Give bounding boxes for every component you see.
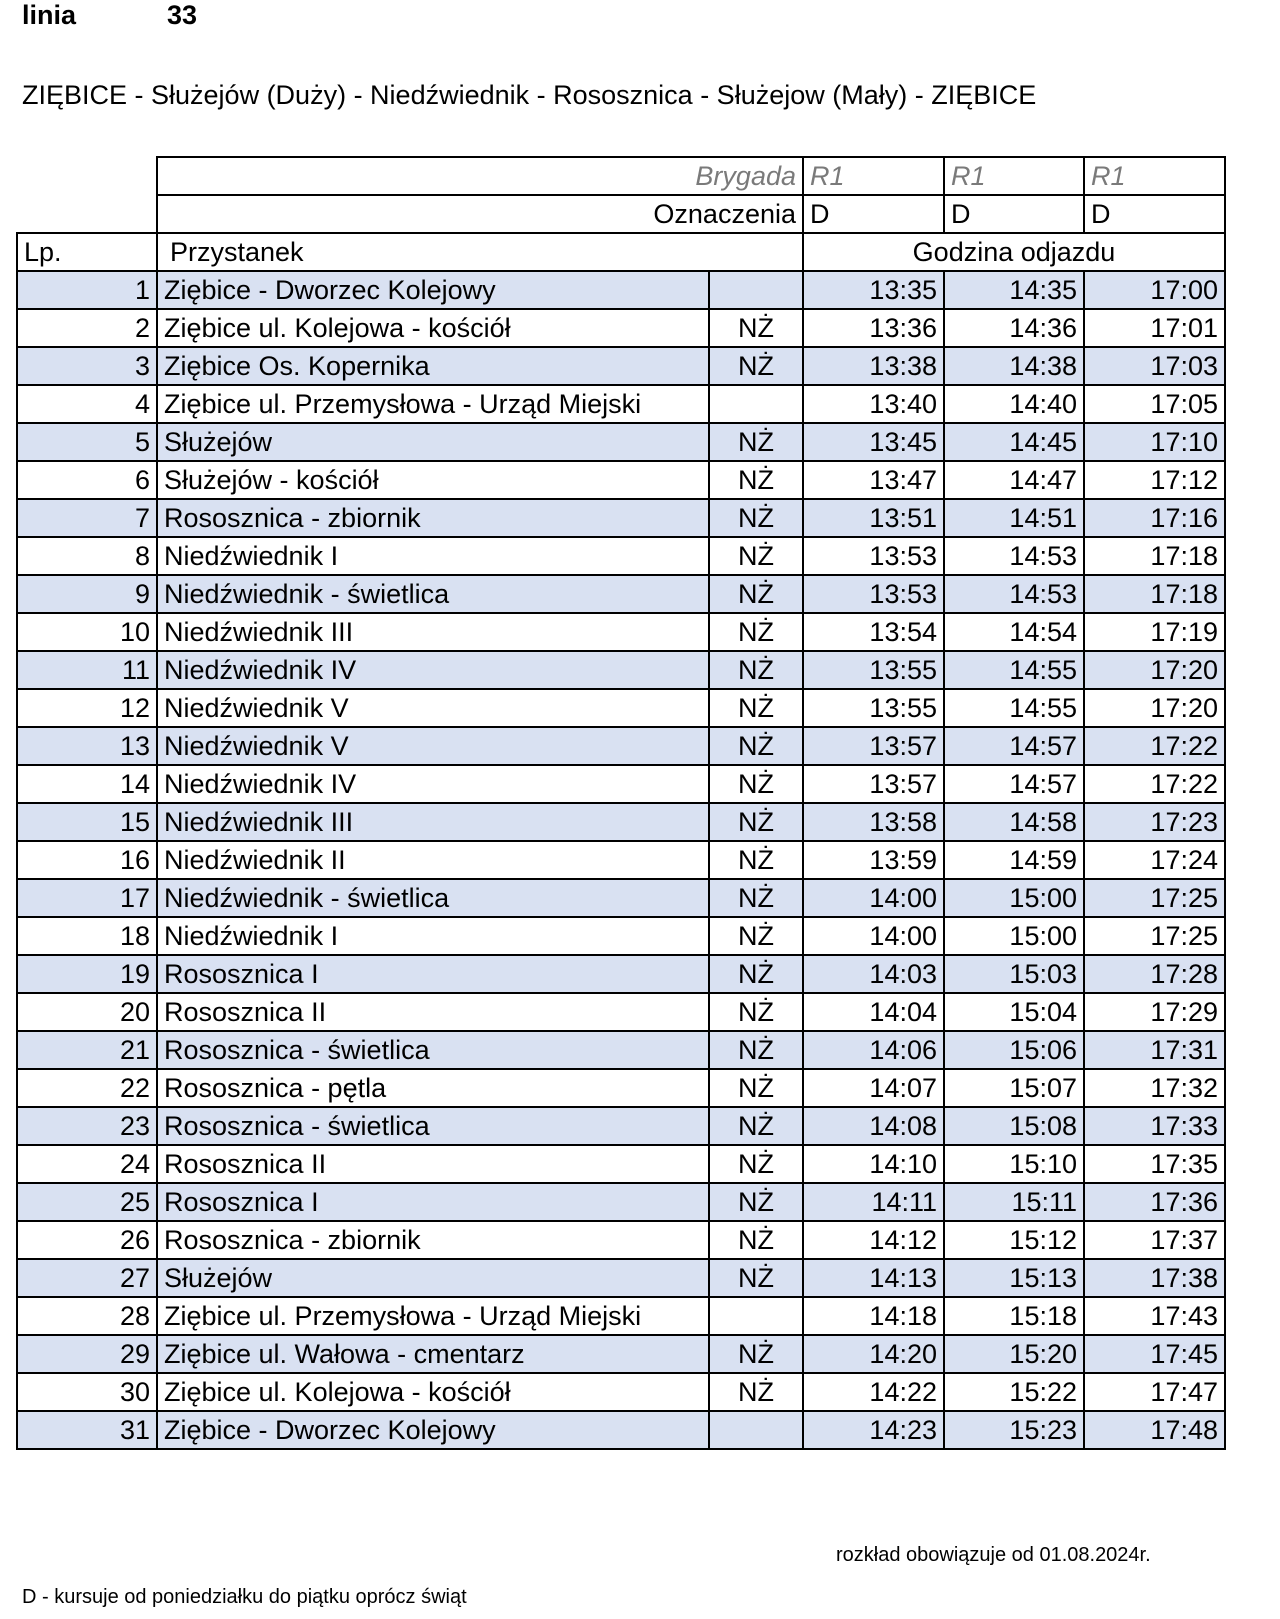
row-number: 9 xyxy=(17,575,157,613)
table-row xyxy=(17,917,1225,955)
departure-time: 13:45 xyxy=(803,423,944,461)
stop-name: Rososznica - świetlica xyxy=(157,1031,709,1069)
stop-name: Niedźwiednik IV xyxy=(157,765,709,803)
row-number: 24 xyxy=(17,1145,157,1183)
table-row xyxy=(17,1183,1225,1221)
departure-time: 17:01 xyxy=(1084,309,1225,347)
departure-time: 14:06 xyxy=(803,1031,944,1069)
table-row xyxy=(17,1145,1225,1183)
line-header xyxy=(22,0,197,31)
stop-mark: NŻ xyxy=(709,803,803,841)
stop-mark: NŻ xyxy=(709,879,803,917)
brygada-3: R1 xyxy=(1084,157,1225,195)
stop-mark: NŻ xyxy=(709,841,803,879)
departure-time: 14:47 xyxy=(944,461,1084,499)
stop-mark: NŻ xyxy=(709,1221,803,1259)
departure-time: 13:47 xyxy=(803,461,944,499)
stop-mark xyxy=(709,385,803,423)
departure-time: 17:05 xyxy=(1084,385,1225,423)
stop-mark: NŻ xyxy=(709,955,803,993)
table-row xyxy=(17,841,1225,879)
table-row xyxy=(17,613,1225,651)
departure-time: 15:04 xyxy=(944,993,1084,1031)
departure-time: 14:38 xyxy=(944,347,1084,385)
oznaczenie-1: D xyxy=(803,195,944,233)
row-number: 29 xyxy=(17,1335,157,1373)
departure-time: 13:53 xyxy=(803,537,944,575)
departure-time: 13:51 xyxy=(803,499,944,537)
row-number: 11 xyxy=(17,651,157,689)
row-number: 22 xyxy=(17,1069,157,1107)
departure-time: 15:03 xyxy=(944,955,1084,993)
row-number: 12 xyxy=(17,689,157,727)
departure-time: 15:08 xyxy=(944,1107,1084,1145)
departure-time: 14:12 xyxy=(803,1221,944,1259)
departure-time: 15:11 xyxy=(944,1183,1084,1221)
table-row xyxy=(17,1069,1225,1107)
table-row xyxy=(17,993,1225,1031)
table-row xyxy=(17,1297,1225,1335)
row-number: 15 xyxy=(17,803,157,841)
stop-mark: NŻ xyxy=(709,689,803,727)
stop-header: Przystanek xyxy=(157,233,803,271)
departure-time: 15:23 xyxy=(944,1411,1084,1449)
stop-mark: NŻ xyxy=(709,461,803,499)
row-number: 30 xyxy=(17,1373,157,1411)
departure-time: 14:57 xyxy=(944,765,1084,803)
row-number: 23 xyxy=(17,1107,157,1145)
departure-time: 14:55 xyxy=(944,651,1084,689)
stop-mark: NŻ xyxy=(709,1373,803,1411)
departure-time: 17:33 xyxy=(1084,1107,1225,1145)
stop-mark: NŻ xyxy=(709,1259,803,1297)
departure-time: 14:00 xyxy=(803,879,944,917)
stop-name: Niedźwiednik I xyxy=(157,917,709,955)
departure-time: 14:13 xyxy=(803,1259,944,1297)
departure-time: 13:40 xyxy=(803,385,944,423)
stop-name: Rososznica II xyxy=(157,993,709,1031)
row-number: 8 xyxy=(17,537,157,575)
table-row xyxy=(17,347,1225,385)
stop-mark: NŻ xyxy=(709,727,803,765)
stop-mark: NŻ xyxy=(709,765,803,803)
brygada-label: Brygada xyxy=(157,157,803,195)
stop-mark: NŻ xyxy=(709,1145,803,1183)
row-number: 13 xyxy=(17,727,157,765)
departure-time: 17:18 xyxy=(1084,575,1225,613)
stop-name: Niedźwiednik V xyxy=(157,689,709,727)
table-row xyxy=(17,1411,1225,1449)
departure-time: 17:32 xyxy=(1084,1069,1225,1107)
departure-time: 17:36 xyxy=(1084,1183,1225,1221)
table-row xyxy=(17,727,1225,765)
row-number: 27 xyxy=(17,1259,157,1297)
stop-name: Ziębice Os. Kopernika xyxy=(157,347,709,385)
row-number: 16 xyxy=(17,841,157,879)
stop-name: Służejów - kościół xyxy=(157,461,709,499)
departure-time: 15:06 xyxy=(944,1031,1084,1069)
row-number: 28 xyxy=(17,1297,157,1335)
stop-name: Rososznica I xyxy=(157,1183,709,1221)
row-number: 7 xyxy=(17,499,157,537)
departure-time: 17:00 xyxy=(1084,271,1225,309)
line-label: linia xyxy=(22,0,77,30)
row-number: 20 xyxy=(17,993,157,1031)
stop-name: Rososznica - zbiornik xyxy=(157,1221,709,1259)
table-row xyxy=(17,537,1225,575)
stop-name: Ziębice - Dworzec Kolejowy xyxy=(157,1411,709,1449)
departure-time: 17:12 xyxy=(1084,461,1225,499)
departure-time: 13:54 xyxy=(803,613,944,651)
table-row xyxy=(17,1259,1225,1297)
stop-name: Służejów xyxy=(157,423,709,461)
stop-name: Niedźwiednik III xyxy=(157,613,709,651)
departure-time: 13:55 xyxy=(803,689,944,727)
departure-time: 14:53 xyxy=(944,575,1084,613)
stop-name: Ziębice ul. Kolejowa - kościół xyxy=(157,1373,709,1411)
departure-time: 14:20 xyxy=(803,1335,944,1373)
column-header-row xyxy=(17,233,1225,271)
departure-time: 13:36 xyxy=(803,309,944,347)
stop-name: Ziębice - Dworzec Kolejowy xyxy=(157,271,709,309)
brygada-row xyxy=(17,157,1225,195)
table-row xyxy=(17,1335,1225,1373)
table-row xyxy=(17,575,1225,613)
table-row xyxy=(17,1107,1225,1145)
stop-mark: NŻ xyxy=(709,423,803,461)
stop-mark: NŻ xyxy=(709,993,803,1031)
departure-time: 17:19 xyxy=(1084,613,1225,651)
departure-time: 17:38 xyxy=(1084,1259,1225,1297)
departure-time: 14:07 xyxy=(803,1069,944,1107)
departure-time: 17:43 xyxy=(1084,1297,1225,1335)
departure-time: 14:40 xyxy=(944,385,1084,423)
departure-time: 14:23 xyxy=(803,1411,944,1449)
brygada-1: R1 xyxy=(803,157,944,195)
row-number: 3 xyxy=(17,347,157,385)
departure-time: 14:04 xyxy=(803,993,944,1031)
timetable xyxy=(16,156,1226,1450)
departure-time: 14:51 xyxy=(944,499,1084,537)
departure-time: 15:00 xyxy=(944,879,1084,917)
stop-name: Ziębice ul. Kolejowa - kościół xyxy=(157,309,709,347)
table-row xyxy=(17,955,1225,993)
oznaczenie-3: D xyxy=(1084,195,1225,233)
stop-mark: NŻ xyxy=(709,309,803,347)
departure-time: 15:18 xyxy=(944,1297,1084,1335)
departure-time: 14:54 xyxy=(944,613,1084,651)
oznaczenie-2: D xyxy=(944,195,1084,233)
departure-time: 17:16 xyxy=(1084,499,1225,537)
stop-mark xyxy=(709,1411,803,1449)
departure-time: 15:13 xyxy=(944,1259,1084,1297)
stop-name: Rososznica I xyxy=(157,955,709,993)
table-row xyxy=(17,423,1225,461)
departure-time: 15:20 xyxy=(944,1335,1084,1373)
stop-name: Służejów xyxy=(157,1259,709,1297)
departure-time: 14:53 xyxy=(944,537,1084,575)
stop-name: Rososznica - zbiornik xyxy=(157,499,709,537)
table-row xyxy=(17,879,1225,917)
table-row xyxy=(17,689,1225,727)
stop-mark: NŻ xyxy=(709,1107,803,1145)
stop-name: Rososznica - pętla xyxy=(157,1069,709,1107)
stop-mark: NŻ xyxy=(709,1069,803,1107)
stop-mark: NŻ xyxy=(709,347,803,385)
stop-name: Rososznica II xyxy=(157,1145,709,1183)
departure-time: 17:20 xyxy=(1084,689,1225,727)
stop-name: Ziębice ul. Wałowa - cmentarz xyxy=(157,1335,709,1373)
departure-time: 13:53 xyxy=(803,575,944,613)
departure-time: 14:57 xyxy=(944,727,1084,765)
departure-time: 13:55 xyxy=(803,651,944,689)
row-number: 21 xyxy=(17,1031,157,1069)
row-number: 31 xyxy=(17,1411,157,1449)
departure-time: 17:18 xyxy=(1084,537,1225,575)
stop-name: Niedźwiednik - świetlica xyxy=(157,879,709,917)
departure-time: 14:03 xyxy=(803,955,944,993)
stop-name: Niedźwiednik I xyxy=(157,537,709,575)
table-row xyxy=(17,461,1225,499)
departure-time: 17:47 xyxy=(1084,1373,1225,1411)
row-number: 1 xyxy=(17,271,157,309)
stop-name: Niedźwiednik III xyxy=(157,803,709,841)
departure-time: 14:35 xyxy=(944,271,1084,309)
lp-header: Lp. xyxy=(17,233,157,271)
row-number: 4 xyxy=(17,385,157,423)
validity-note: rozkład obowiązuje od 01.08.2024r. xyxy=(836,1544,1151,1566)
departure-time: 17:28 xyxy=(1084,955,1225,993)
row-number: 25 xyxy=(17,1183,157,1221)
stop-name: Niedźwiednik IV xyxy=(157,651,709,689)
departure-time: 13:35 xyxy=(803,271,944,309)
stop-mark: NŻ xyxy=(709,1183,803,1221)
stop-mark: NŻ xyxy=(709,1031,803,1069)
departure-time: 17:37 xyxy=(1084,1221,1225,1259)
departure-time: 15:22 xyxy=(944,1373,1084,1411)
table-row xyxy=(17,1031,1225,1069)
table-row xyxy=(17,765,1225,803)
row-number: 14 xyxy=(17,765,157,803)
stop-mark xyxy=(709,271,803,309)
stop-name: Niedźwiednik II xyxy=(157,841,709,879)
table-row xyxy=(17,651,1225,689)
stop-mark: NŻ xyxy=(709,917,803,955)
stop-mark: NŻ xyxy=(709,499,803,537)
stop-name: Ziębice ul. Przemysłowa - Urząd Miejski xyxy=(157,385,709,423)
departure-time: 17:25 xyxy=(1084,879,1225,917)
departure-time: 14:18 xyxy=(803,1297,944,1335)
row-number: 26 xyxy=(17,1221,157,1259)
departure-time: 15:00 xyxy=(944,917,1084,955)
departure-time: 14:58 xyxy=(944,803,1084,841)
departure-time: 17:25 xyxy=(1084,917,1225,955)
brygada-2: R1 xyxy=(944,157,1084,195)
row-number: 5 xyxy=(17,423,157,461)
stop-mark xyxy=(709,1297,803,1335)
table-row xyxy=(17,499,1225,537)
departure-time: 17:48 xyxy=(1084,1411,1225,1449)
table-row xyxy=(17,1221,1225,1259)
departure-time: 14:45 xyxy=(944,423,1084,461)
departure-time: 14:36 xyxy=(944,309,1084,347)
line-number: 33 xyxy=(167,0,198,30)
departure-time: 14:08 xyxy=(803,1107,944,1145)
departure-time: 17:22 xyxy=(1084,727,1225,765)
row-number: 6 xyxy=(17,461,157,499)
stop-mark: NŻ xyxy=(709,1335,803,1373)
departure-time: 17:03 xyxy=(1084,347,1225,385)
departure-time: 14:00 xyxy=(803,917,944,955)
departure-time: 17:29 xyxy=(1084,993,1225,1031)
row-number: 2 xyxy=(17,309,157,347)
departure-time: 14:55 xyxy=(944,689,1084,727)
table-row xyxy=(17,309,1225,347)
table-row xyxy=(17,1373,1225,1411)
departure-time: 13:38 xyxy=(803,347,944,385)
departure-time: 17:20 xyxy=(1084,651,1225,689)
departure-time: 15:10 xyxy=(944,1145,1084,1183)
departure-time: 17:23 xyxy=(1084,803,1225,841)
departure-time: 14:22 xyxy=(803,1373,944,1411)
departure-time: 15:07 xyxy=(944,1069,1084,1107)
stop-mark: NŻ xyxy=(709,575,803,613)
stop-name: Ziębice ul. Przemysłowa - Urząd Miejski xyxy=(157,1297,709,1335)
stop-name: Niedźwiednik - świetlica xyxy=(157,575,709,613)
row-number: 10 xyxy=(17,613,157,651)
row-number: 19 xyxy=(17,955,157,993)
departure-time: 17:35 xyxy=(1084,1145,1225,1183)
departure-time: 13:59 xyxy=(803,841,944,879)
oznaczenia-row xyxy=(17,195,1225,233)
oznaczenia-label: Oznaczenia xyxy=(157,195,803,233)
stop-mark: NŻ xyxy=(709,613,803,651)
row-number: 17 xyxy=(17,879,157,917)
stop-name: Niedźwiednik V xyxy=(157,727,709,765)
stop-mark: NŻ xyxy=(709,537,803,575)
departure-time: 14:59 xyxy=(944,841,1084,879)
row-number: 18 xyxy=(17,917,157,955)
departure-time: 13:57 xyxy=(803,765,944,803)
departure-time: 13:57 xyxy=(803,727,944,765)
table-row xyxy=(17,385,1225,423)
departure-time: 15:12 xyxy=(944,1221,1084,1259)
departure-time: 17:45 xyxy=(1084,1335,1225,1373)
departure-time: 13:58 xyxy=(803,803,944,841)
departure-time: 17:24 xyxy=(1084,841,1225,879)
table-row xyxy=(17,271,1225,309)
legend-note: D - kursuje od poniedziałku do piątku oprócz świąt xyxy=(22,1586,467,1608)
departure-time: 17:10 xyxy=(1084,423,1225,461)
route-title: ZIĘBICE - Służejów (Duży) - Niedźwiednik - Rososznica - Służejow (Mały) - ZIĘBICE xyxy=(22,80,1037,110)
table-row xyxy=(17,803,1225,841)
departure-time: 17:31 xyxy=(1084,1031,1225,1069)
departure-time: 17:22 xyxy=(1084,765,1225,803)
times-header: Godzina odjazdu xyxy=(803,233,1225,271)
stop-name: Rososznica - świetlica xyxy=(157,1107,709,1145)
departure-time: 14:10 xyxy=(803,1145,944,1183)
departure-time: 14:11 xyxy=(803,1183,944,1221)
stop-mark: NŻ xyxy=(709,651,803,689)
